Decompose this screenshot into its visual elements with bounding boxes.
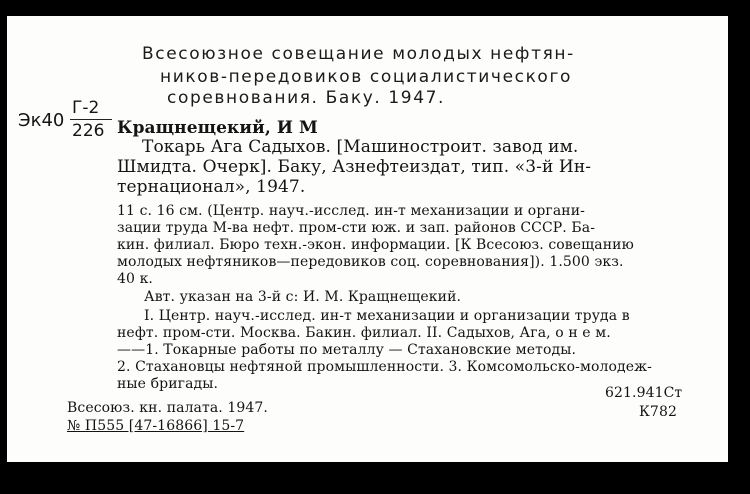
desc-line-1: 11 с. 16 см. (Центр. науч.-исслед. ин-т механизации и органи- bbox=[117, 203, 585, 219]
scan-border bbox=[728, 0, 750, 494]
author-heading: Кращнещекий, И М bbox=[117, 118, 318, 138]
title-line-2: Шмидта. Очерк]. Баку, Азнефтеиздат, тип. «3-й Ин- bbox=[117, 157, 592, 177]
udc-index: 621.941Ст bbox=[605, 385, 683, 401]
subject-line-3: ——1. Токарные работы по металлу — Стахановские методы. bbox=[117, 342, 577, 358]
shelfmark-divider bbox=[70, 119, 112, 120]
shelfmark-prefix: Эк40 bbox=[18, 110, 65, 131]
catalog-card bbox=[7, 16, 728, 462]
desc-line-3: кин. филиал. Бюро техн.-экон. информации. [К Всесоюз. совещанию bbox=[117, 237, 634, 253]
subject-line-5: ные бригады. bbox=[117, 376, 219, 392]
title-line-3: тернационал», 1947. bbox=[117, 177, 306, 197]
subject-line-2: нефт. пром-сти. Москва. Бакин. филиал. II. Садыхов, Ага, о н е м. bbox=[117, 325, 611, 341]
handwritten-line-1: Всесоюзное совещание молодых нефтян- bbox=[142, 44, 575, 64]
desc-line-5: 40 к. bbox=[117, 271, 153, 287]
shelfmark-top: Г-2 bbox=[72, 98, 100, 118]
chamber-number: № П555 [47-16866] 15-7 bbox=[67, 418, 245, 434]
author-code: К782 bbox=[639, 404, 677, 420]
handwritten-line-3: соревнования. Баку. 1947. bbox=[167, 88, 446, 108]
title-line-1: Токарь Ага Садыхов. [Машиностроит. завод им. bbox=[142, 137, 579, 157]
desc-line-4: молодых нефтяников—передовиков соц. соревнования]). 1.500 экз. bbox=[117, 254, 624, 270]
shelfmark-bottom: 226 bbox=[72, 121, 105, 141]
author-note: Авт. указан на 3-й с: И. М. Кращнещекий. bbox=[144, 289, 462, 305]
subject-line-1: I. Центр. науч.-исслед. ин-т механизации и организации труда в bbox=[144, 308, 630, 324]
book-chamber: Всесоюз. кн. палата. 1947. bbox=[67, 400, 268, 416]
subject-line-4: 2. Стахановцы нефтяной промышленности. 3. Комсомольско-молодеж- bbox=[117, 359, 652, 375]
desc-line-2: зации труда М-ва нефт. пром-сти юж. и зап. районов СССР. Ба- bbox=[117, 220, 596, 236]
handwritten-line-2: ников-передовиков социалистического bbox=[160, 67, 572, 87]
